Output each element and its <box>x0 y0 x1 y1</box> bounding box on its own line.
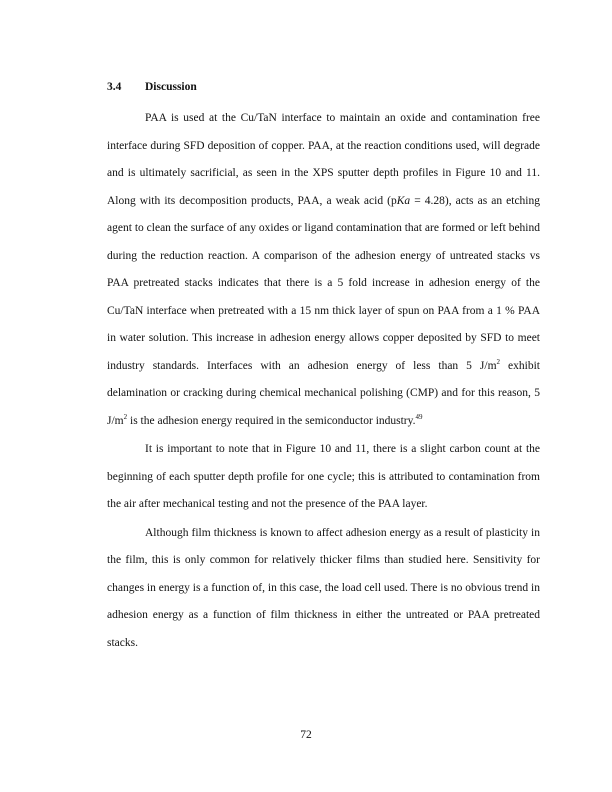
section-number: 3.4 <box>107 81 122 93</box>
section-title: Discussion <box>145 81 197 93</box>
pka-italic-a: a <box>404 194 411 207</box>
superscript-squared-1: 2 <box>496 357 501 366</box>
paragraph-1-text-d: is the adhesion energy required in the semiconductor industry. <box>127 414 416 427</box>
paragraph-3: Although film thickness is known to affect adhesion energy as a result of plasticity in the film, this is only common for relatively thicker films than studied here. Sensitivity for changes in energy is a function of, in this case, the load cell used. There is no obvious trend in adhesion energy as a function of film thickness in either the untreated or PAA pretreated stacks. <box>107 526 540 649</box>
superscript-squared-2: 2 <box>123 412 128 421</box>
paragraph-2: It is important to note that in Figure 10 and 11, there is a slight carbon count at the beginning of each sputter depth profile for one cycle; this is attributed to contamination from the air after mechanical testing and not the presence of the PAA layer. <box>107 443 540 510</box>
paragraph-1-text-b: = 4.28), acts as an etching agent to clean the surface of any oxides or ligand contamination that are formed or left behind during the reduction reaction. A comparison of the adhesion energy of untreated stacks vs PAA pretreated stacks indicates that there is a 5 fold increase in adhesion energy of the Cu/TaN interface when pretreated with a 15 nm thick layer of spun on PAA from a 1 % PAA in water solution. This increase in adhesion energy allows copper deposited by SFD to meet industry standards. Interfaces with an adhesion energy of less than 5 J/m <box>107 194 540 372</box>
page-body <box>107 78 540 657</box>
paragraph-1-text-a: PAA is used at the Cu/TaN interface to maintain an oxide and contamination free interface during SFD deposition of copper. PAA, at the reaction conditions used, will degrade and is ultimately sacrificial, as seen in the XPS sputter depth profiles in Figure 10 and 11. Along with its decomposition products, PAA, a weak acid (p <box>107 112 540 207</box>
reference-superscript: 49 <box>415 412 423 421</box>
paragraph-1 <box>107 105 540 435</box>
page-number: 72 <box>300 729 312 741</box>
pka-italic-k: K <box>396 194 405 207</box>
section-heading <box>107 78 540 96</box>
paragraph-1-text-c: exhibit delamination or cracking during chemical mechanical polishing (CMP) and for this reason, 5 J/m <box>107 359 540 427</box>
